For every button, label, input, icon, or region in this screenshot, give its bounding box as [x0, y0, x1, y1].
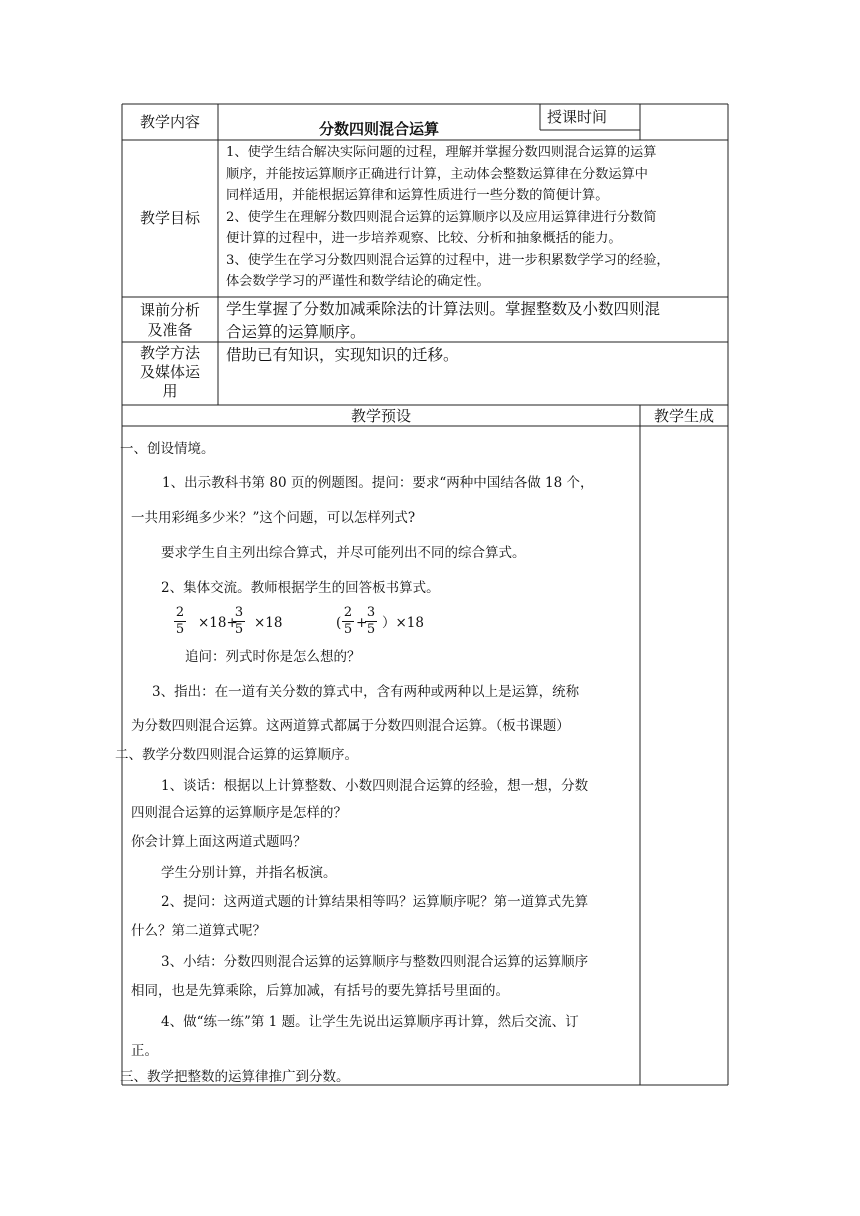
- plan-line: 四则混合运算的运算顺序是怎样的？: [131, 805, 347, 821]
- method-label: [122, 344, 218, 401]
- denominator: 5: [175, 622, 185, 637]
- plan-line: 4、做“练一练”第 1 题。让学生先说出运算顺序再计算，然后交流、订: [161, 1014, 579, 1030]
- section-heading: 三、教学把整数的运算律推广到分数。: [120, 1069, 350, 1085]
- content-label: 教学内容: [139, 113, 200, 131]
- time-label: 授课时间: [547, 108, 608, 126]
- plan-line: 相同，也是先算乘除，后算加减，有括号的要先算括号里面的。: [131, 983, 509, 999]
- prep-label-line: 课前分析: [139, 301, 200, 319]
- section-heading: 二、教学分数四则混合运算的运算顺序。: [115, 747, 358, 763]
- plan-line: 学生分别计算，并指名板演。: [161, 865, 337, 881]
- goal-line: 便计算的过程中，进一步培养观察、比较、分析和抽象概括的能力。: [226, 231, 622, 246]
- plan-line: 1、出示教科书第 80 页的例题图。提问：要求“两种中国结各做 18 个，: [162, 475, 594, 491]
- formula-text: ×18: [254, 615, 283, 631]
- numerator: 3: [366, 605, 376, 620]
- plan-line: 1、谈话：根据以上计算整数、小数四则混合运算的经验，想一想，分数: [161, 778, 589, 794]
- plan-line: 3、小结：分数四则混合运算的运算顺序与整数四则混合运算的运算顺序: [161, 954, 589, 970]
- goal-line: 同样适用，并能根据运算律和运算性质进行一些分数的简便计算。: [226, 188, 609, 203]
- plan-line: 一共用彩绳多少米？”这个问题，可以怎样列式?: [131, 510, 416, 526]
- formula-text: +: [356, 615, 368, 631]
- plan-line: 要求学生自主列出综合算式，并尽可能列出不同的综合算式。: [161, 545, 526, 561]
- generation-header: 教学生成: [653, 407, 714, 425]
- plan-line: 追问：列式时你是怎么想的？: [185, 649, 361, 665]
- plan-line: 正。: [131, 1043, 158, 1059]
- plan-line: 2、提问：这两道式题的计算结果相等吗？运算顺序呢？第一道算式先算: [161, 894, 589, 910]
- plan-line: 2、集体交流。教师根据学生的回答板书算式。: [161, 580, 440, 596]
- lesson-title: 分数四则混合运算: [318, 120, 439, 138]
- plan-line: 你会计算上面这两道式题吗？: [131, 834, 307, 850]
- prep-line: 合运算的运算顺序。: [226, 323, 366, 341]
- plan-line: 什么？第二道算式呢？: [131, 923, 266, 939]
- goals-label: 教学目标: [139, 209, 200, 227]
- fraction: [174, 606, 186, 637]
- denominator: 5: [343, 622, 353, 637]
- method-label-line: 及媒体运: [139, 363, 200, 381]
- method-label-line: 教学方法: [139, 344, 200, 362]
- goal-line: 体会数学学习的严谨性和数学结论的确定性。: [226, 274, 490, 289]
- prep-label: [122, 300, 218, 340]
- numerator: 3: [234, 605, 244, 620]
- plan-line: 为分数四则混合运算。这两道算式都属于分数四则混合运算。（板书课题）: [131, 718, 570, 734]
- goals-text: [226, 142, 726, 293]
- numerator: 2: [175, 605, 185, 620]
- prep-line: 学生掌握了分数加减乘除法的计算法则。掌握整数及小数四则混: [226, 300, 661, 318]
- formula-text: (: [336, 615, 342, 631]
- section-heading: 一、创设情境。: [120, 441, 215, 457]
- denominator: 5: [234, 622, 244, 637]
- plan-header: 教学预设: [350, 407, 411, 425]
- formula-text: ）×18: [382, 615, 424, 631]
- goal-line: 顺序，并能按运算顺序正确进行计算，主动体会整数运算律在分数运算中: [226, 166, 648, 182]
- goal-line: 3、使学生在学习分数四则混合运算的过程中，进一步积累数学学习的经验，: [226, 252, 670, 268]
- numerator: 2: [343, 605, 353, 620]
- method-label-line: 用: [162, 382, 178, 400]
- goal-line: 2、使学生在理解分数四则混合运算的运算顺序以及应用运算律进行分数简: [226, 209, 657, 225]
- fraction: [342, 606, 354, 637]
- fraction: [365, 606, 377, 637]
- goal-line: 1、使学生结合解决实际问题的过程，理解并掌握分数四则混合运算的运算: [226, 145, 657, 160]
- prep-label-line: 及准备: [147, 321, 193, 339]
- method-text: 借助已有知识，实现知识的迁移。: [226, 346, 459, 364]
- prep-text: [226, 298, 726, 344]
- formula-text: ×18+: [198, 615, 238, 631]
- denominator: 5: [366, 622, 376, 637]
- plan-line: 3、指出：在一道有关分数的算式中，含有两种或两种以上是运算，统称: [152, 684, 580, 700]
- fraction: [233, 606, 245, 637]
